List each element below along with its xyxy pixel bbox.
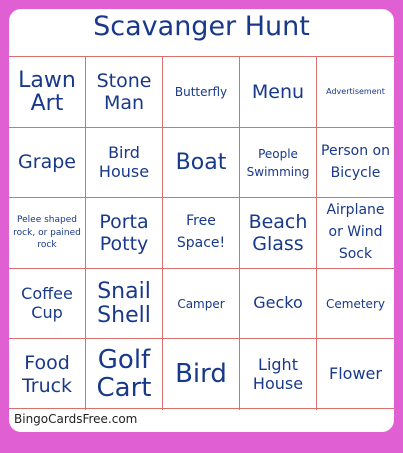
bingo-cell: Cemetery <box>317 269 394 339</box>
bingo-cell: People Swimming <box>240 128 317 198</box>
bingo-grid <box>9 56 394 409</box>
bingo-cell: Bird House <box>86 128 163 198</box>
bingo-card <box>9 9 394 432</box>
bingo-cell: Person on Bicycle <box>317 128 394 198</box>
bingo-cell: Stone Man <box>86 57 163 128</box>
bingo-cell: Pelee shaped rock, or pained rock <box>9 198 86 269</box>
bingo-cell: Grape <box>9 128 86 198</box>
bingo-cell: Butterfly <box>163 57 240 128</box>
bingo-cell: Flower <box>329 364 382 384</box>
bingo-cell: Coffee Cup <box>9 269 86 339</box>
bingo-cell: Food Truck <box>9 339 86 410</box>
bingo-cell: Gecko <box>240 269 317 339</box>
bingo-cell: Lawn Art <box>9 57 86 128</box>
bingo-cell: Advertisement <box>317 57 394 128</box>
bingo-cell: Golf Cart <box>86 339 163 410</box>
bingo-cell: Camper <box>163 269 240 339</box>
bingo-cell: Menu <box>240 57 317 128</box>
bingo-cell: Bird <box>163 339 240 410</box>
bingo-cell: Airplane or Wind Sock <box>317 198 394 269</box>
bingo-cell: Light House <box>240 339 317 410</box>
bingo-cell: Snail Shell <box>86 269 163 339</box>
footer-brand: BingoCardsFree.com <box>14 412 138 426</box>
bingo-cell: Boat <box>163 128 240 198</box>
bingo-cell: Porta Potty <box>86 198 163 269</box>
bingo-cell free-space: Free Space! <box>163 198 240 269</box>
card-title: Scavanger Hunt <box>93 11 310 42</box>
bingo-cell: Beach Glass <box>240 198 317 269</box>
